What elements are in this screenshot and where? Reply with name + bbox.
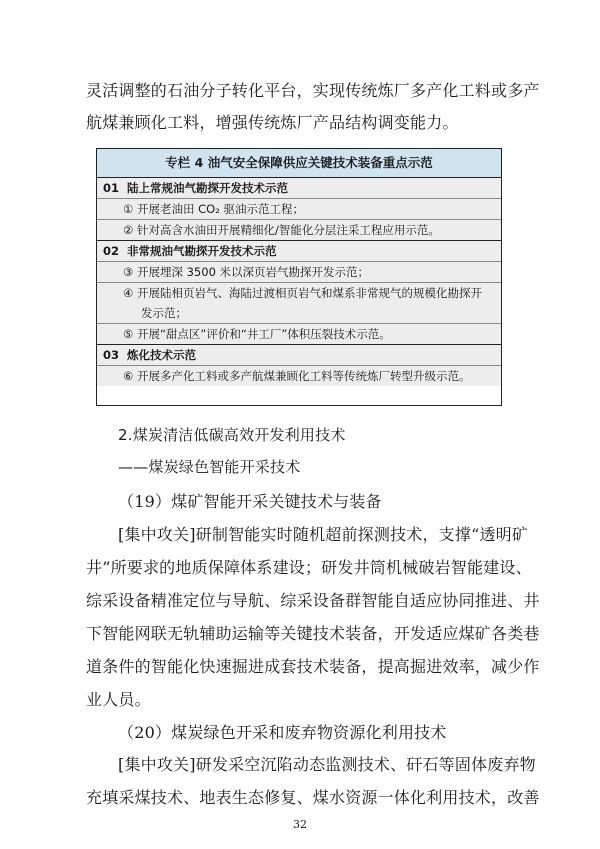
section-number: 01: [103, 181, 120, 195]
list-item: ② 针对高含水油田开展精细化/智能化分层注采工程应用示范。: [97, 219, 501, 240]
list-item: ⑥ 开展多产化工料或多产航煤兼顾化工料等传统炼厂转型升级示范。: [97, 365, 501, 386]
section-header: [97, 241, 501, 261]
section-heading: 2.煤炭清洁低碳高效开发利用技术: [118, 426, 346, 444]
paragraph-line: 业人员。: [86, 690, 151, 709]
feature-box: [96, 148, 502, 406]
section-title: 炼化技术示范: [127, 348, 197, 362]
paragraph-line: 下智能网联无轨辅助运输等关键技术装备，开发适应煤矿各类巷: [86, 624, 540, 643]
list-item: ③ 开展埋深 3500 米以深页岩气勘探开发示范；: [97, 261, 501, 282]
item-title-19: （19）煤矿智能开采关键技术与装备: [118, 492, 382, 511]
list-item-continuation: 发示范；: [141, 306, 187, 320]
page-number: 32: [293, 818, 307, 831]
section-number: 03: [103, 348, 120, 362]
sub-heading: ——煤炭绿色智能开采技术: [118, 458, 301, 476]
box-section-01: [97, 178, 501, 240]
paragraph-line: 灵活调整的石油分子转化平台，实现传统炼厂多产化工料或多产: [86, 81, 540, 100]
item-title-20: （20）煤炭绿色开采和废弃物资源化利用技术: [118, 723, 447, 742]
box-title: 专栏 4 油气安全保障供应关键技术装备重点示范: [97, 149, 501, 178]
section-title: 陆上常规油气勘探开发技术示范: [127, 181, 289, 195]
paragraph-line: 道条件的智能化快速掘进成套技术装备，提高掘进效率，减少作: [86, 657, 540, 676]
section-header: [97, 345, 501, 365]
list-item: ① 开展老油田 CO₂ 驱油示范工程；: [97, 198, 501, 219]
box-section-03: [97, 344, 501, 386]
paragraph-line: 航煤兼顾化工料，增强传统炼厂产品结构调变能力。: [86, 113, 459, 132]
section-header: [97, 178, 501, 198]
section-number: 02: [103, 244, 120, 258]
paragraph-line: 充填采煤技术、地表生态修复、煤水资源一体化利用技术，改善: [86, 788, 540, 807]
paragraph-line: [集中攻关]研制智能实时随机超前探测技术，支撑“透明矿: [118, 525, 529, 544]
list-item: ④ 开展陆相页岩气、海陆过渡相页岩气和煤系非常规气的规模化勘探开: [97, 282, 501, 303]
box-section-02: [97, 240, 501, 344]
paragraph-line: [集中攻关]研发采空沉陷动态监测技术、矸石等固体废弃物: [118, 755, 536, 774]
paragraph-line: 综采设备精准定位与导航、综采设备群智能自适应协同推进、井: [86, 591, 540, 610]
section-title: 非常规油气勘探开发技术示范: [127, 244, 277, 258]
list-item: ⑤ 开展“甜点区”评价和“井工厂”体积压裂技术示范。: [97, 323, 501, 344]
paragraph-line: 井”所要求的地质保障体系建设；研发井筒机械破岩智能建设、: [86, 558, 532, 577]
